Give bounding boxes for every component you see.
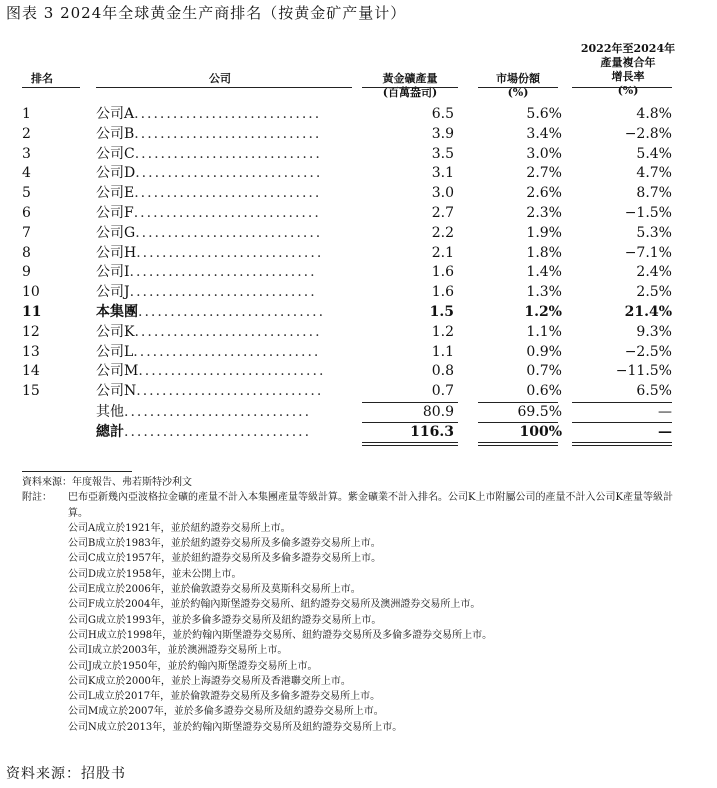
growth-cell: −7.1% <box>624 244 672 261</box>
company-note: 公司H成立於1998年，並於約翰內斯堡證券交易所、紐約證券交易所及多倫多證券交易所上市。 <box>68 629 493 641</box>
company-note: 公司K成立於2000年，並於上海證券交易所及香港聯交所上市。 <box>68 675 351 687</box>
company-note: 公司J成立於1950年，並於約翰內斯堡證券交易所上市。 <box>68 660 318 672</box>
rank-cell: 5 <box>22 185 31 202</box>
header-growth-line3: 增長率 <box>611 70 645 83</box>
company-notes-list <box>22 521 682 735</box>
company-note: 公司I成立於2003年，並於澳洲證券交易所上市。 <box>68 645 288 657</box>
table-row <box>0 361 717 381</box>
share-cell: 1.4% <box>526 264 562 281</box>
share-cell: 1.2% <box>524 304 562 320</box>
table-row <box>0 183 717 203</box>
table-row <box>0 124 717 144</box>
company-cell: 公司L............................. <box>96 343 321 360</box>
rank-cell: 13 <box>22 343 40 360</box>
table-row <box>0 342 717 362</box>
rank-cell: 10 <box>22 284 40 301</box>
production-cell: 3.1 <box>431 165 454 182</box>
others-share: 69.5% <box>517 404 562 420</box>
company-note: 公司F成立於2004年，並於約翰內斯堡證券交易所、紐約證券交易所及澳洲證券交易所上市。 <box>68 599 481 611</box>
header-share-unit: (%) <box>507 86 529 99</box>
company-note: 公司B成立於1983年，並於紐約證券交易所及多倫多證券交易所上市。 <box>68 538 381 550</box>
share-cell: 2.7% <box>526 165 562 182</box>
company-note: 公司D成立於1958年，並未公開上市。 <box>68 568 242 580</box>
table-row-others <box>0 402 717 422</box>
underline-growth <box>572 87 672 88</box>
header-production <box>362 72 458 100</box>
table-row <box>0 144 717 164</box>
header-company: 公司 <box>209 72 231 85</box>
production-cell: 6.5 <box>431 106 454 122</box>
company-cell: 公司J............................. <box>96 284 317 301</box>
share-cell: 1.1% <box>526 323 562 340</box>
share-cell: 0.9% <box>526 343 562 360</box>
underline-rank <box>22 87 80 88</box>
production-cell: 0.7 <box>431 383 454 400</box>
growth-cell: 2.4% <box>636 264 672 281</box>
figure-title: 图表 3 2024年全球黄金生产商排名（按黄金矿产量计） <box>6 4 407 22</box>
company-note: 公司C成立於1957年，並於紐約證券交易所及多倫多證券交易所上市。 <box>68 553 382 565</box>
others-name: 其他............................. <box>96 404 312 420</box>
growth-cell: 8.7% <box>636 185 672 202</box>
rank-cell: 2 <box>22 125 31 142</box>
company-cell: 公司G............................. <box>96 224 323 241</box>
production-cell: 1.5 <box>429 304 454 320</box>
growth-cell: −2.5% <box>624 343 672 360</box>
growth-cell: 5.4% <box>636 145 672 162</box>
rank-cell: 1 <box>22 106 31 122</box>
rank-cell: 6 <box>22 205 31 221</box>
company-cell: 公司C............................. <box>96 145 322 162</box>
table-row <box>0 203 717 223</box>
company-note: 公司G成立於1993年，並於多倫多證券交易所及紐約證券交易所上市。 <box>68 614 382 626</box>
header-growth-line1: 2022年至2024年 <box>580 42 676 55</box>
growth-cell: 9.3% <box>636 323 672 340</box>
total-double-line-share-b <box>478 445 558 446</box>
header-production-label: 黃金礦產量 <box>382 72 438 85</box>
growth-cell: 21.4% <box>624 304 672 320</box>
share-cell: 2.6% <box>526 185 562 202</box>
header-rank: 排名 <box>31 72 53 85</box>
total-growth: — <box>658 424 672 440</box>
production-cell: 2.7 <box>431 205 454 221</box>
underline-company <box>96 87 352 88</box>
company-note: 公司E成立於2006年，並於倫敦證券交易所及莫斯科交易所上市。 <box>68 584 361 596</box>
table-row <box>0 163 717 183</box>
notes-separator <box>22 471 132 472</box>
company-cell: 公司I............................. <box>96 264 317 281</box>
growth-cell: −11.5% <box>615 363 672 380</box>
others-growth: — <box>658 404 672 420</box>
notes-block <box>22 475 682 735</box>
company-cell: 公司B............................. <box>96 125 322 142</box>
growth-cell: 5.3% <box>636 224 672 241</box>
total-double-line-growth-b <box>572 445 672 446</box>
production-cell: 1.2 <box>431 323 454 340</box>
table-row <box>0 282 717 302</box>
table-row <box>0 243 717 263</box>
rank-cell: 12 <box>22 323 40 340</box>
company-note: 公司L成立於2017年，並於倫敦證券交易所及多倫多證券交易所上市。 <box>68 691 381 703</box>
production-cell: 3.5 <box>431 145 454 162</box>
rank-cell: 3 <box>22 145 31 162</box>
header-growth <box>572 42 684 98</box>
table-row <box>0 262 717 282</box>
header-growth-unit: (%) <box>617 84 639 97</box>
underline-share <box>478 87 558 88</box>
table-row <box>0 223 717 243</box>
share-cell: 1.3% <box>526 284 562 301</box>
production-cell: 3.9 <box>431 125 454 142</box>
company-cell: 公司N............................. <box>96 383 324 400</box>
company-cell: 公司H............................. <box>96 244 324 261</box>
rank-cell: 8 <box>22 244 31 261</box>
company-cell: 本集團............................. <box>96 304 326 320</box>
production-cell: 3.0 <box>431 185 454 202</box>
company-cell: 公司F............................. <box>96 205 321 221</box>
production-cell: 0.8 <box>431 363 454 380</box>
growth-cell: −2.8% <box>624 125 672 142</box>
underline-production <box>362 87 458 88</box>
total-name: 總計............................. <box>96 424 312 440</box>
rank-cell: 14 <box>22 363 40 380</box>
table-row <box>0 104 717 124</box>
company-cell: 公司K............................. <box>96 323 322 340</box>
header-production-unit: (百萬盎司) <box>382 86 438 99</box>
rank-cell: 15 <box>22 383 40 400</box>
growth-cell: 2.5% <box>636 284 672 301</box>
share-cell: 2.3% <box>526 205 562 221</box>
company-cell: 公司D............................. <box>96 165 323 182</box>
table-row-total <box>0 422 717 442</box>
total-production: 116.3 <box>410 424 454 440</box>
total-double-line-growth-a <box>572 442 672 443</box>
notes-source: 資料來源：年度報告、弗若斯特沙利文 <box>22 477 192 488</box>
table-row <box>0 322 717 342</box>
company-cell: 公司A............................. <box>96 106 322 122</box>
total-double-line-production-b <box>362 445 458 446</box>
production-cell: 1.6 <box>431 284 454 301</box>
footer-source: 资料来源：招股书 <box>6 766 126 782</box>
rank-cell: 11 <box>22 304 42 320</box>
company-note: 公司N成立於2013年，並於約翰內斯堡證券交易所及紐約證券交易所上市。 <box>68 721 403 733</box>
growth-cell: 4.7% <box>636 165 672 182</box>
growth-cell: −1.5% <box>624 205 672 221</box>
rank-cell: 4 <box>22 165 31 182</box>
company-cell: 公司E............................. <box>96 185 322 202</box>
table-row <box>0 381 717 401</box>
production-cell: 1.6 <box>431 264 454 281</box>
total-share: 100% <box>519 424 562 440</box>
growth-cell: 4.8% <box>636 106 672 122</box>
header-share <box>478 72 558 100</box>
share-cell: 3.4% <box>526 125 562 142</box>
share-cell: 3.0% <box>526 145 562 162</box>
growth-cell: 6.5% <box>636 383 672 400</box>
rank-cell: 7 <box>22 224 31 241</box>
company-cell: 公司M............................. <box>96 363 326 380</box>
share-cell: 5.6% <box>526 106 562 122</box>
rank-cell: 9 <box>22 264 31 281</box>
company-note: 公司M成立於2007年，並於多倫多證券交易所及紐約證券交易所上市。 <box>68 706 384 718</box>
share-cell: 0.7% <box>526 363 562 380</box>
share-cell: 1.8% <box>526 244 562 261</box>
others-production: 80.9 <box>422 404 454 420</box>
table-row <box>0 302 717 322</box>
share-cell: 0.6% <box>526 383 562 400</box>
production-cell: 2.2 <box>431 224 454 241</box>
total-double-line-production-a <box>362 442 458 443</box>
production-cell: 2.1 <box>431 244 454 261</box>
company-note: 公司A成立於1921年，並於紐約證券交易所上市。 <box>68 522 291 534</box>
share-cell: 1.9% <box>526 224 562 241</box>
production-cell: 1.1 <box>431 343 454 360</box>
header-growth-line2: 產量複合年 <box>600 56 656 69</box>
header-share-label: 市場份額 <box>496 72 540 85</box>
notes-main: 附註： 巴布亞新幾內亞波格拉金礦的產量不計入本集團產量等級計算。紫金礦業不計入排名。公司K上市附屬公司的產量不計入公司K產量等級計算。 <box>22 492 673 519</box>
total-double-line-share-a <box>478 442 558 443</box>
